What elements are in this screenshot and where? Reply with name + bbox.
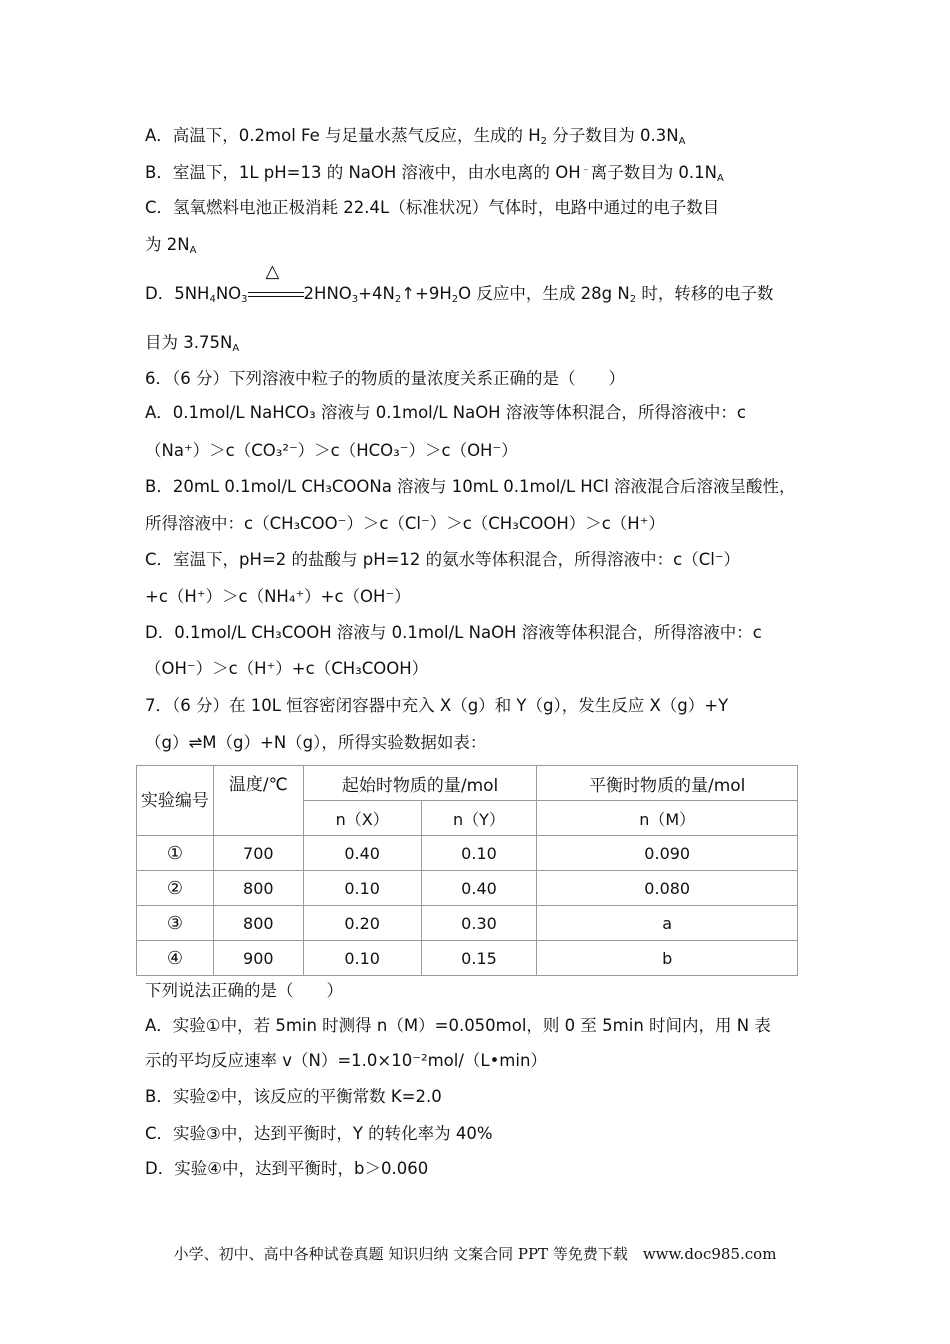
table-row: [137, 906, 798, 941]
cell-exp-no: ④: [137, 941, 214, 976]
page-footer: 小学、初中、高中各种试卷真题 知识归纳 文案合同 PPT 等免费下载 www.doc985.com: [173, 1245, 777, 1263]
cell-n-m: b: [537, 941, 798, 976]
q6-option-d-line1: D．0.1mol/L CH₃COOH 溶液与 0.1mol/L NaOH 溶液等体积混合，所得溶液中：c: [145, 623, 762, 642]
heat-triangle-icon: △: [265, 261, 280, 282]
q6-option-a-line1: A．0.1mol/L NaHCO₃ 溶液与 0.1mol/L NaOH 溶液等体积混合，所得溶液中：c: [145, 403, 746, 422]
cell-exp-no: ②: [137, 871, 214, 906]
cell-temperature: 700: [213, 836, 303, 871]
cell-temperature: 800: [213, 871, 303, 906]
q7-option-a-line1: A．实验①中，若 5min 时测得 n（M）=0.050mol，则 0 至 5min 时间内，用 N 表: [145, 1016, 771, 1035]
header-initial-amount: 起始时物质的量/mol: [303, 766, 537, 801]
cell-n-y: 0.10: [421, 836, 537, 871]
header-equilibrium-amount: 平衡时物质的量/mol: [537, 766, 798, 801]
q7-ask: 下列说法正确的是（ ）: [145, 981, 343, 1000]
q5-option-d-line2: 目为 $3.75N_A$: [145, 333, 240, 354]
q6-option-c-line1: C．室温下，pH=2 的盐酸与 pH=12 的氨水等体积混合，所得溶液中：c（Cl⁻）: [145, 550, 741, 569]
cell-n-x: 0.10: [303, 871, 421, 906]
header-n-x: n（X）: [303, 801, 421, 836]
cell-exp-no: ③: [137, 906, 214, 941]
q7-option-c: C．实验③中，达到平衡时，Y 的转化率为 40%: [145, 1124, 493, 1143]
q6-option-b-line2: 所得溶液中：c（CH₃COO⁻）＞c（Cl⁻）＞c（CH₃COOH）＞c（H⁺）: [145, 514, 665, 533]
cell-n-y: 0.40: [421, 871, 537, 906]
cell-n-y: 0.30: [421, 906, 537, 941]
table-row: [137, 941, 798, 976]
header-n-m: n（M）: [537, 801, 798, 836]
header-experiment-no: 实验编号: [137, 766, 214, 836]
cell-exp-no: ①: [137, 836, 214, 871]
q7-stem-line1: 7．（6 分）在 10L 恒容密闭容器中充入 X（g）和 Y（g），发生反应 X（g）+Y: [145, 696, 729, 715]
table-row: [137, 871, 798, 906]
q6-option-d-line2: （OH⁻）＞c（H⁺）+c（CH₃COOH）: [145, 659, 429, 678]
q5-option-d-line1: D．$5NH_4NO_3$ △ $2HNO_3+4N_2↑+9H_2O$ 反应中，生成 28g $N_2$ 时，转移的电子数: [145, 261, 774, 305]
q5-option-c-line1: C．氢氧燃料电池正极消耗 22.4L（标准状况）气体时，电路中通过的电子数目: [145, 198, 720, 217]
cell-n-m: 0.090: [537, 836, 798, 871]
q5-option-a: A．高温下，0.2mol Fe 与足量水蒸气反应，生成的 $H_2$ 分子数目为 $0.3N_A$: [145, 126, 686, 147]
q6-option-a-line2: （Na⁺）＞c（CO₃²⁻）＞c（HCO₃⁻）＞c（OH⁻）: [145, 441, 518, 460]
q7-stem-line2: （g）⇌M（g）+N（g），所得实验数据如表：: [145, 733, 487, 752]
q6-option-c-line2: +c（H⁺）＞c（NH₄⁺）+c（OH⁻）: [145, 587, 411, 606]
cell-temperature: 800: [213, 906, 303, 941]
heating-condition-arrow: [248, 261, 304, 306]
cell-n-m: a: [537, 906, 798, 941]
q6-option-b-line1: B．20mL 0.1mol/L CH₃COONa 溶液与 10mL 0.1mol/L HCl 溶液混合后溶液呈酸性，: [145, 477, 796, 496]
cell-n-x: 0.40: [303, 836, 421, 871]
q5-option-c-line2: 为 $2N_A$: [145, 235, 197, 256]
cell-temperature: 900: [213, 941, 303, 976]
table-header-row: [137, 766, 798, 801]
header-n-y: n（Y）: [421, 801, 537, 836]
q6-stem: 6．（6 分）下列溶液中粒子的物质的量浓度关系正确的是（ ）: [145, 369, 625, 388]
q7-option-d: D．实验④中，达到平衡时，b＞0.060: [145, 1159, 429, 1178]
q7-option-b: B．实验②中，该反应的平衡常数 K=2.0: [145, 1087, 442, 1106]
table-row: [137, 836, 798, 871]
q7-option-a-line2: 示的平均反应速率 v（N）=1.0×10⁻²mol/（L•min）: [145, 1051, 547, 1070]
experiment-data-table: [136, 765, 798, 976]
cell-n-y: 0.15: [421, 941, 537, 976]
q5-option-b: B．室温下，1L pH=13 的 NaOH 溶液中，由水电离的 OH﹣离子数目为 $0.1N_A$: [145, 163, 724, 184]
cell-n-x: 0.10: [303, 941, 421, 976]
header-temperature: 温度/℃: [213, 766, 303, 836]
cell-n-x: 0.20: [303, 906, 421, 941]
cell-n-m: 0.080: [537, 871, 798, 906]
